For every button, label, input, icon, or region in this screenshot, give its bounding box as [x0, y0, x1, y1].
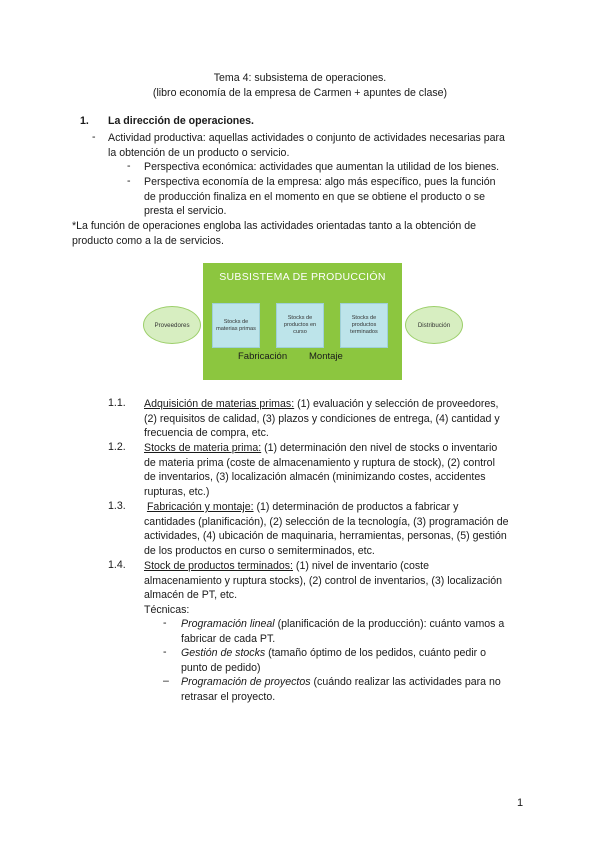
text-line: rupturas, etc.): [144, 485, 210, 498]
tecnica-gestion-stocks: [181, 646, 541, 675]
item-fabricacion-montaje: [144, 500, 534, 558]
item-number: 1.1.: [108, 397, 126, 409]
text-line: almacén de PT, etc.: [144, 589, 238, 601]
text-line: (tamaño óptimo de los pedidos, cuánto pedir o: [265, 647, 487, 659]
text-line: almacenamiento y ruptura stocks), (2) control de inventarios, (3) localización: [144, 574, 502, 587]
sub-bullet-economica: [144, 160, 544, 175]
item-stocks-materia-prima: [144, 441, 534, 499]
item-heading: Adquisición de materias primas:: [144, 398, 295, 410]
label-fabricacion: Fabricación: [238, 351, 288, 362]
tecnica-dash: -: [163, 646, 167, 658]
text-line: retrasar el proyecto.: [181, 690, 276, 703]
production-subsystem-diagram: [143, 263, 463, 380]
text-line: fabricar de cada PT.: [181, 632, 276, 645]
text-line: (1) determinación den nivel de stocks o inventario: [261, 442, 498, 454]
document-title: Tema 4: subsistema de operaciones.: [213, 72, 387, 84]
text-line: (1) nivel de inventario (coste: [292, 560, 430, 572]
tecnica-dash: -: [163, 617, 167, 629]
text-line: Perspectiva económica: actividades que aumentan la utilidad de los bienes.: [144, 161, 500, 173]
section-number: 1.: [80, 115, 89, 127]
text-line: *La función de operaciones engloba las actividades orientadas tanto a la obtención de: [72, 220, 477, 232]
box-materias-primas: Stocks de materias primas: [212, 303, 260, 348]
oval-distribucion: Distribución: [405, 306, 463, 344]
diagram-title: SUBSISTEMA DE PRODUCCIÓN: [219, 271, 386, 283]
tecnica-name: Programación de proyectos: [181, 676, 311, 688]
box-productos-terminados: Stocks de productos terminados: [340, 303, 388, 348]
text-line: de los productos en curso o semiterminados, etc.: [144, 544, 375, 557]
text-line: (2) requisitos de calidad, (3) plazos y condiciones de entrega, (4) cantidad y: [144, 412, 500, 425]
text-line: Perspectiva economía de la empresa: algo más específico, pues la función: [144, 176, 496, 188]
item-number: 1.3.: [108, 500, 126, 512]
tecnica-name: Gestión de stocks: [181, 647, 266, 659]
text-line: producto como a la de servicios.: [72, 234, 224, 247]
tecnica-dash: –: [163, 675, 169, 687]
text-line: de producción finaliza en el momento en que se obtiene el producto o se: [144, 190, 485, 203]
text-line: punto de pedido): [181, 661, 261, 674]
text-line: actividades, (4) ubicación de maquinaria, herramientas, personas, (5) gestión: [144, 530, 507, 542]
text-line: de inventarios, (3) localización almacén (minimizando costes, accidentes: [144, 471, 486, 483]
item-heading: Stock de productos terminados:: [144, 560, 293, 572]
bullet-dash: -: [92, 131, 96, 143]
text-line: (planificación de la producción): cuánto vamos a: [274, 618, 505, 630]
sub-bullet-dash: -: [127, 175, 131, 187]
box-productos-en-curso: Stocks de productos en curso: [276, 303, 324, 348]
text-line: la obtención de un producto o servicio.: [108, 146, 290, 159]
text-line: de materia prima (coste de almacenamiento y ruptura de stock), (2) control: [144, 456, 495, 469]
text-line: (cuándo realizar las actividades para no: [310, 676, 501, 688]
tecnica-name: Programación lineal: [181, 618, 275, 630]
label-montaje: Montaje: [309, 351, 343, 362]
sub-bullet-empresa: [144, 175, 544, 219]
item-number: 1.2.: [108, 441, 126, 453]
text-line: (1) determinación de productos a fabricar y: [253, 501, 459, 513]
sub-bullet-dash: -: [127, 160, 131, 172]
item-number: 1.4.: [108, 559, 126, 571]
text-line: cantidades (planificación), (2) selección de la tecnología, (3) programación de: [144, 515, 509, 528]
text-line: frecuencia de compra, etc.: [144, 427, 269, 439]
text-line: presta el servicio.: [144, 205, 227, 217]
tecnica-programacion-lineal: [181, 617, 541, 646]
tecnicas-label: Técnicas:: [144, 603, 190, 616]
note-paragraph: [72, 219, 542, 248]
item-heading: Stocks de materia prima:: [144, 442, 262, 454]
text-line: Actividad productiva: aquellas actividades o conjunto de actividades necesarias para: [108, 132, 505, 144]
oval-proveedores: Proveedores: [143, 306, 201, 344]
bullet-actividad-productiva: [108, 131, 548, 160]
item-heading: Fabricación y montaje:: [146, 501, 254, 513]
document-subtitle: (libro economía de la empresa de Carmen + apuntes de clase): [152, 87, 448, 99]
page-number: 1: [517, 797, 524, 809]
section-heading: La dirección de operaciones.: [108, 115, 255, 127]
item-stock-productos-terminados: [144, 559, 534, 617]
tecnica-programacion-proyectos: [181, 675, 541, 704]
item-adquisicion: [144, 397, 534, 441]
text-line: (1) evaluación y selección de proveedores,: [294, 398, 499, 410]
